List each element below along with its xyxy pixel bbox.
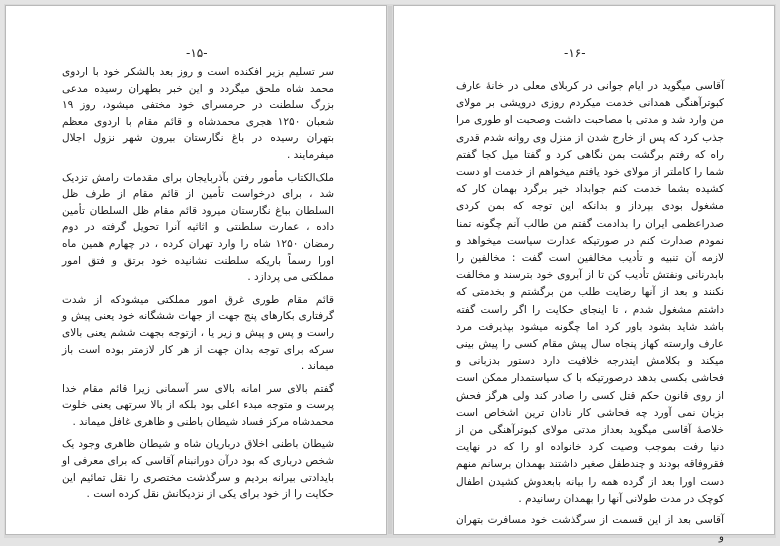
paragraph: ملک‌الکتاب مأمور رفتن بآذربایجان برای مقدمات رامش تزدیک شد ، برای درخواست تأمین از قائم مقام از طرف ظل السلطان بباغ نگارستان میرود قائم مقام ظل السلطان تأمین داده ، عمارت سلطنتی و اثاثیه آنرا تحویل گرفته در دوم رمضان ۱۲۵۰ شاه را وارد تهران کرده ، در چهارم همین ماه اورا رسماً باریکه سلطنت نشانیده خود برتق و فتق امور مملکتی می پردازد . <box>62 171 334 284</box>
right-page-text <box>456 78 724 546</box>
paragraph: آقاسی میگوید در ایام جوانی در کربلای معلی در خانهٔ عارف کبوترآهنگی همدانی خدمت میکردم روزی درویشی بر مولای من وارد شد و مدتی با مصاحبت داشت وصحبت او طوری مرا جذب کرد که پس از خارج شدن از منزل وی روانه شدم قدری راه که رفتم برگشت بمن نگاهی کرد و گفتا میل کجا گفتم شما را کاملتر از مولای خود یافتم میخواهم از خدمت او دست کشیده بشما خدمت کنم جوابداد خیر برگرد بهمان کار که مشغول بودی بپرداز و بدانکه این توجه که بمن کردی صدراعظمی ایران را بدادمت گفتم من طالب آنم چگونه تمنا نمودم صدارت کنم در صورتیکه عدارت سیاست میخواهد و لازمه آن تنبیه و تأدیب مخالفین است گفت : مخالفین را بابدرنانی ونفتش تأدیب کن تا از آبروی خود بترسند و مخالفت نکنند و بعد از آنها رضایت طلب من برگشتم و بخدمتی که داشتم مشغول شدم ، تا اینجای حکایت را اگر راست گفته باشد شاید بشود باور کرد اما چگونه میشود بپذیرفت مرد عارف وارسته کهاز پنجاه سال پیش مقام کسی را پیش بینی میکند و بکلامش ایتدرجه خلافیت دارد دستور بدزبانی و فحاشی بکسی بدهد درصورتیکه با ک سیاستمدار ممکن است از روی قانون حکم قتل کسی را صادر کند ولی هرگز فحش بزبان نمی آورد چه فحاشی کار نادان ترین اشخاص است خلاصهٔ آقاسی میگوید بعداز مدتی مولای کبوترآهنگی من از دنیا رفت بموجب وصیت کرد خانواده او را که در نهایت فقروفاقه بودند و چندطفل صغیر داشتند بهمدان برسانم منهم دست اورا بعد از گرده همه را بیانه بابعدوش کشیدن اطفال کوچک در مدت طولانی آنها را بهمدان رسانیدم . <box>456 80 724 505</box>
left-page-text <box>62 64 334 503</box>
paragraph: شیطان باطنی اخلاق درباریان شاه و شیطان ظاهری وجود یک شخص درباری که بود درآن دورانبنام آقاسی که برای معرفی او بایدادتی بیرانه بردیم و سرگذشت مختصری را نقل تمائیم این حکایت را از خود برای یکی از نزدیکانش نقل کرده است . <box>62 438 334 501</box>
page-number-left: -۱۵- <box>186 46 208 60</box>
book-spread <box>4 4 776 544</box>
page-number-right: -۱۶- <box>564 46 586 60</box>
left-page <box>6 6 386 534</box>
book-gutter <box>388 6 392 534</box>
paragraph: آقاسی بعد از این قسمت از سرگذشت خود مسافرت بتهران و <box>456 514 724 544</box>
paragraph: سر تسلیم بزیر افکنده است و روز بعد بالشکر خود با اردوی محمد شاه ملحق میگردد و این خبر بطهران رسیده مدعی بزرگ سلطنت در حرمسرای خود مختفی میشود، روز ۱۹ شعبان ۱۲۵۰ هجری محمدشاه و قائم مقام با اردوی معظم بتهران رسیده در باغ نگارستان بیرون شهر نزول اجلال میفرمایند . <box>62 66 335 161</box>
right-page <box>394 6 774 544</box>
paragraph: گفتم بالای سر امانه بالای سر آسمانی زیرا قائم مقام خدا پرست و متوجه مبدء اعلی بود بلکه از بالا سرتهی یعنی خلوت محمدشاه مرکز فساد شیطان باطنی و ظاهری غافل میماند . <box>62 382 334 428</box>
paragraph: قائم مقام طوری غرق امور مملکتی میشودکه از شدت گرفتاری بکارهای پنج جهت از جهات ششگانه خود یعنی پیش و راست و پس و پیش و زیر یا ، ازتوجه بجهت ششم یعنی بالای سرکه برای توجه بدان جهت از هر کار لازمتر بوده است باز میماند . <box>62 293 334 373</box>
